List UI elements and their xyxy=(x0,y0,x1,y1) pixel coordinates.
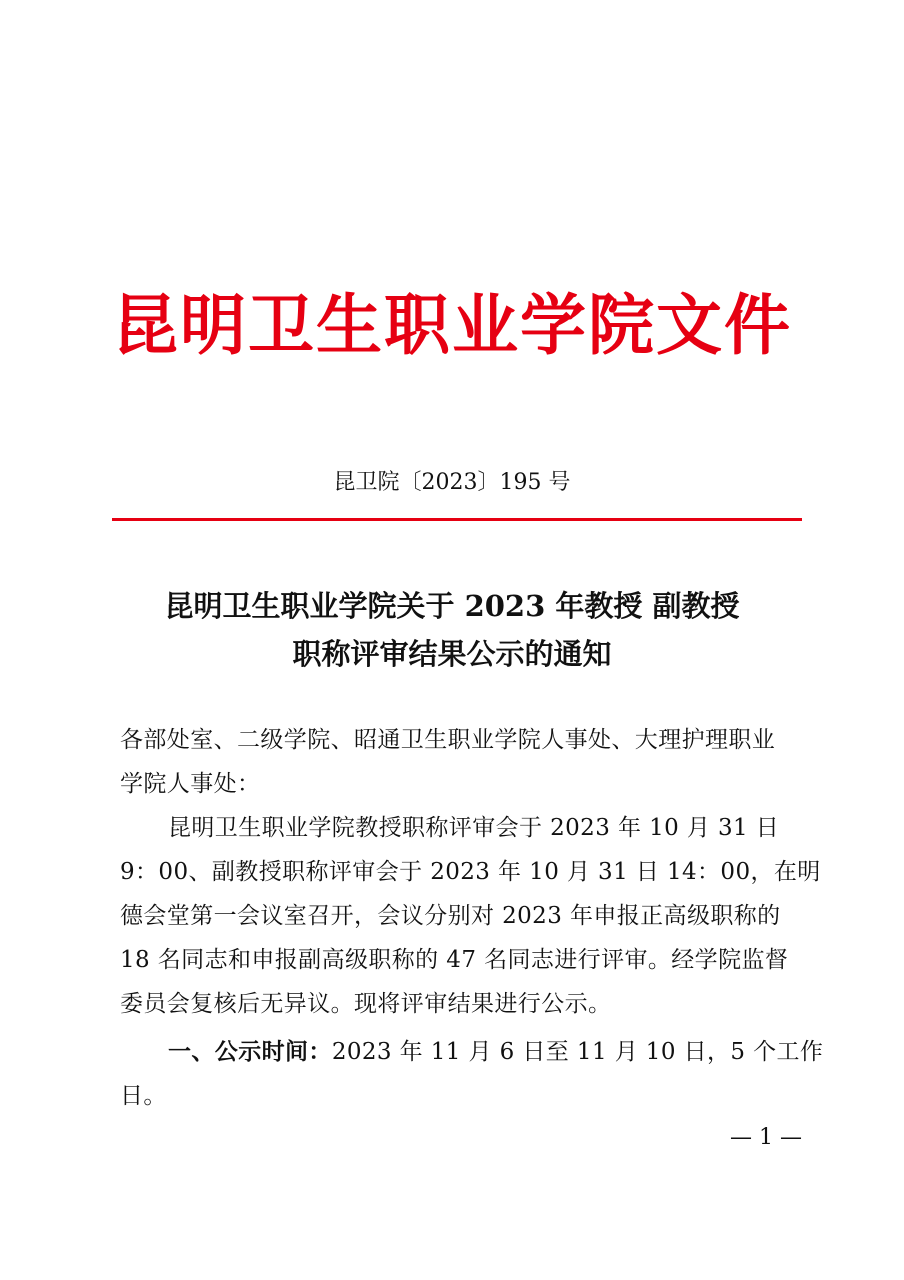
red-divider-rule xyxy=(112,518,802,521)
publicity-period-label: 一、公示时间： xyxy=(168,1039,332,1065)
paragraph-line: 日。 xyxy=(120,1083,167,1109)
document-number: 昆卫院〔2023〕195 号 xyxy=(333,470,571,495)
document-header-title: 昆明卫生职业学院文件 xyxy=(112,286,792,364)
notice-title-line-2: 职称评审结果公示的通知 xyxy=(292,637,612,671)
paragraph-line: 委员会复核后无异议。现将评审结果进行公示。 xyxy=(120,991,612,1017)
paragraph-line: 9：00、副教授职称评审会于 2023 年 10 月 31 日 14：00，在明 xyxy=(120,859,821,885)
salutation xyxy=(120,718,792,806)
paragraph-line: 昆明卫生职业学院教授职称评审会于 2023 年 10 月 31 日 xyxy=(168,815,780,841)
paragraph-line: 18 名同志和申报副高级职称的 47 名同志进行评审。经学院监督 xyxy=(120,947,789,973)
publicity-period-text: 2023 年 11 月 6 日至 11 月 10 日，5 个工作 xyxy=(331,1039,824,1065)
notice-title xyxy=(0,582,904,678)
salutation-line-2: 学院人事处： xyxy=(120,771,261,797)
paragraph-review-meeting xyxy=(120,806,821,1026)
paragraph-line: 德会堂第一会议室召开，会议分别对 2023 年申报正高级职称的 xyxy=(120,903,781,929)
paragraph-publicity-period xyxy=(120,1030,824,1118)
salutation-line-1: 各部处室、二级学院、昭通卫生职业学院人事处、大理护理职业 xyxy=(120,727,776,753)
page-number: — 1 — xyxy=(730,1125,802,1150)
paragraph-line xyxy=(120,1030,824,1074)
notice-title-line-1: 昆明卫生职业学院关于 2023 年教授 副教授 xyxy=(164,589,740,623)
